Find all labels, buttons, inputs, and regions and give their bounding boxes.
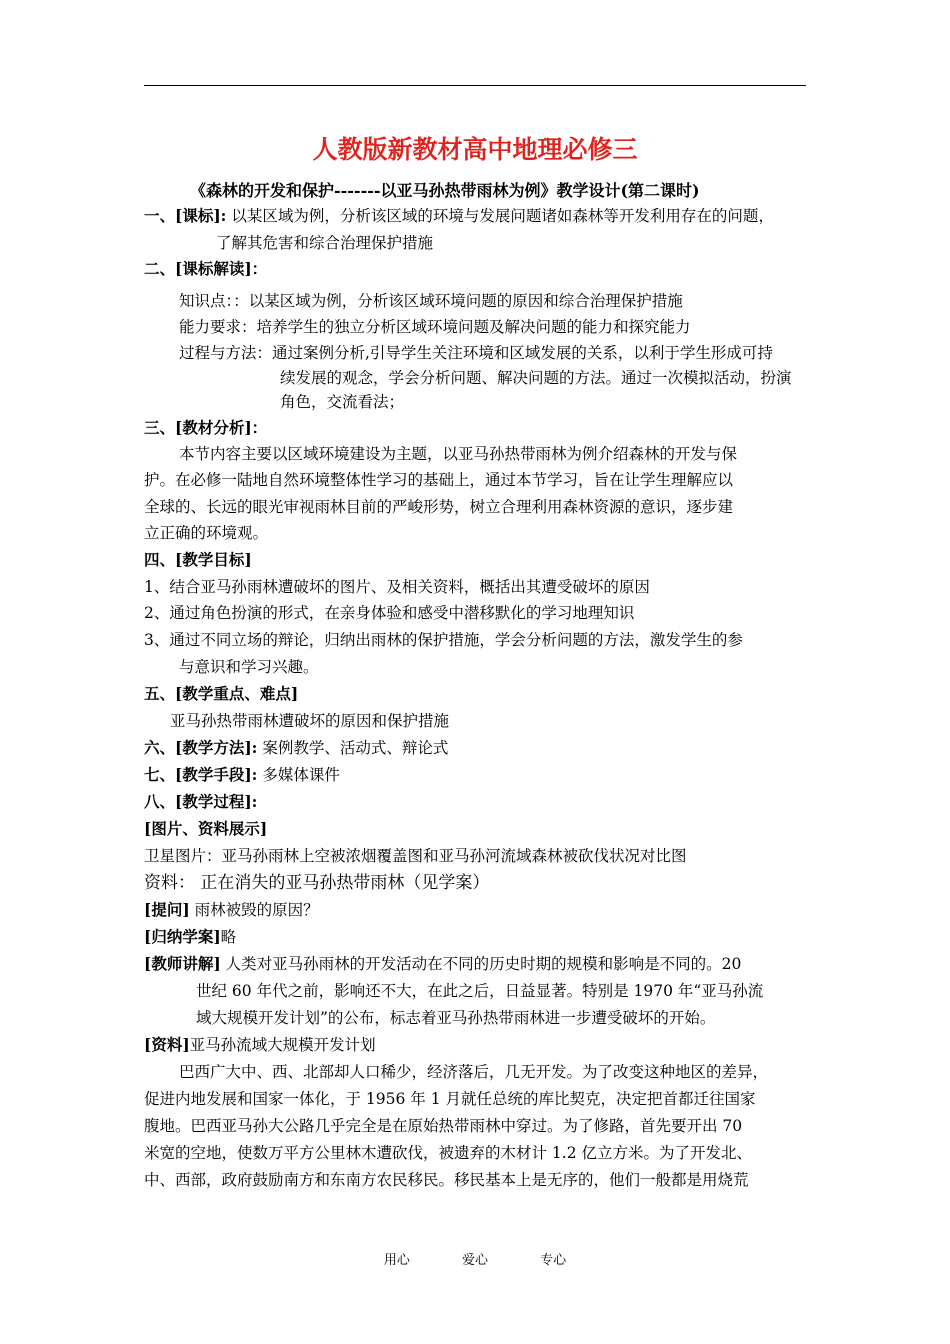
section-heading: 七、[教学手段]: xyxy=(144,765,258,784)
text-line xyxy=(280,368,792,388)
text-line xyxy=(144,765,340,785)
line-text: 案例教学、活动式、辩论式 xyxy=(257,739,449,757)
text-line xyxy=(216,233,433,253)
line-text: 了解其危害和综合治理保护措施 xyxy=(216,234,434,252)
line-text: 亚马孙流域大规模开发计划 xyxy=(189,1036,376,1054)
text-line xyxy=(179,343,773,363)
text-line xyxy=(179,317,691,337)
text-line xyxy=(144,418,267,438)
line-text: 2、通过角色扮演的形式，在亲身体验和感受中潜移默化的学习地理知识 xyxy=(144,604,635,622)
text-line xyxy=(280,392,404,412)
text-line xyxy=(144,954,741,974)
line-text: 雨林被毁的原因？ xyxy=(189,901,319,919)
text-line xyxy=(144,550,252,570)
footer-word: 用心 xyxy=(383,1253,410,1268)
line-text: 知识点：：以某区域为例，分析该区域环境问题的原因和综合治理保护措施 xyxy=(179,292,683,310)
line-text: 中、西部，政府鼓励南方和东南方农民移民。移民基本上是无序的，他们一般都是用烧荒 xyxy=(144,1171,749,1189)
section-heading: 八、[教学过程]: xyxy=(144,792,258,811)
text-line xyxy=(144,1170,749,1190)
line-text: 能力要求：培养学生的独立分析区域环境问题及解决问题的能力和探究能力 xyxy=(179,318,691,336)
line-text: 巴西广大中、西、北部却人口稀少，经济落后，几无开发。为了改变这种地区的差异， xyxy=(179,1063,769,1081)
text-line xyxy=(144,497,733,517)
line-text: 与意识和学习兴趣。 xyxy=(179,658,319,676)
section-heading: 六、[教学方法]: xyxy=(144,738,258,757)
section-heading: [归纳学案] xyxy=(144,927,221,946)
page-footer xyxy=(0,1249,950,1268)
line-text: 世纪 60 年代之前，影响还不大，在此之后，日益显著。特别是 1970 年“亚马孙流 xyxy=(196,982,764,1000)
text-line xyxy=(144,470,733,490)
text-line xyxy=(144,819,267,839)
line-text: 资料： 正在消失的亚马孙热带雨林（见学案） xyxy=(144,873,490,893)
section-heading: 二、[课标解读]： xyxy=(144,259,268,278)
text-line xyxy=(144,900,319,920)
line-text: 续发展的观念，学会分析问题、解决问题的方法。通过一次模拟活动，扮演 xyxy=(280,369,792,387)
section-heading: [提问] xyxy=(144,900,190,919)
line-text: 护。在必修一陆地自然环境整体性学习的基础上，通过本节学习，旨在让学生理解应以 xyxy=(144,471,734,489)
text-line xyxy=(144,1035,376,1055)
text-line xyxy=(144,1116,742,1136)
line-text: 略 xyxy=(220,928,237,946)
section-heading: 一、[课标]: xyxy=(144,206,227,225)
line-text: 1、结合亚马孙雨林遭破坏的图片、及相关资料，概括出其遭受破坏的原因 xyxy=(144,578,650,596)
text-line xyxy=(144,684,298,704)
text-line xyxy=(144,873,489,893)
text-line xyxy=(144,630,743,650)
line-text: 3、通过不同立场的辩论，归纳出雨林的保护措施，学会分析问题的方法，激发学生的参 xyxy=(144,631,743,649)
section-heading: 四、[教学目标] xyxy=(144,550,252,569)
text-line xyxy=(196,981,763,1001)
text-line xyxy=(179,291,683,311)
section-heading: 五、[教学重点、难点] xyxy=(144,684,299,703)
text-line xyxy=(144,846,687,866)
text-line xyxy=(144,259,267,279)
section-heading: [资料] xyxy=(144,1035,190,1054)
text-line xyxy=(144,1143,752,1163)
document-title: 人教版新教材高中地理必修三 xyxy=(312,135,638,164)
text-line xyxy=(144,738,448,758)
line-text: 角色，交流看法； xyxy=(280,393,405,411)
text-line xyxy=(179,1062,768,1082)
line-text: 促进内地发展和国家一体化，于 1956 年 1 月就任总统的库比契克，决定把首都迁往国家 xyxy=(144,1090,756,1108)
line-text: 人类对亚马孙雨林的开发活动在不同的历史时期的规模和影响是不同的。20 xyxy=(220,955,742,973)
line-text: 域大规模开发计划”的公布，标志着亚马孙热带雨林进一步遭受破坏的开始。 xyxy=(196,1009,716,1027)
footer-word: 专心 xyxy=(540,1253,567,1268)
document-subtitle: 《森林的开发和保护-------以亚马孙热带雨林为例》教学设计(第二课时) xyxy=(190,181,700,200)
line-text: 立正确的环境观。 xyxy=(144,524,269,542)
line-text: 全球的、长远的眼光审视雨林目前的严峻形势，树立合理利用森林资源的意识，逐步建 xyxy=(144,498,734,516)
text-line xyxy=(144,1089,756,1109)
line-text: 米宽的空地，使数万平方公里林木遭砍伐，被遗弃的木材计 1.2 亿立方米。为了开发北、 xyxy=(144,1144,753,1162)
line-text: 以某区域为例，分析该区域的环境与发展问题诸如森林等开发利用存在的问题， xyxy=(226,207,774,225)
text-line xyxy=(144,603,634,623)
text-line xyxy=(144,792,257,812)
line-text: 卫星图片：亚马孙雨林上空被浓烟覆盖图和亚马孙河流域森林被砍伐状况对比图 xyxy=(144,847,687,865)
text-line xyxy=(144,523,268,543)
text-line xyxy=(179,657,319,677)
line-text: 过程与方法：通过案例分析,引导学生关注环境和区域发展的关系，以利于学生形成可持 xyxy=(179,344,773,362)
text-line xyxy=(196,1008,715,1028)
text-line xyxy=(144,577,650,597)
header-rule xyxy=(144,85,806,86)
text-line xyxy=(170,711,449,731)
line-text: 多媒体课件 xyxy=(257,766,340,784)
text-line xyxy=(179,444,737,464)
section-heading: [教师讲解] xyxy=(144,954,221,973)
text-line xyxy=(144,206,774,226)
line-text: 腹地。巴西亚马孙大公路几乎完全是在原始热带雨林中穿过。为了修路，首先要开出 70 xyxy=(144,1117,743,1135)
footer-word: 爱心 xyxy=(461,1253,488,1268)
text-line xyxy=(144,927,236,947)
line-text: 本节内容主要以区域环境建设为主题，以亚马孙热带雨林为例介绍森林的开发与保 xyxy=(179,445,738,463)
line-text: 亚马孙热带雨林遭破坏的原因和保护措施 xyxy=(170,712,450,730)
section-heading: 三、[教材分析]： xyxy=(144,418,268,437)
section-heading: [图片、资料展示] xyxy=(144,819,268,838)
